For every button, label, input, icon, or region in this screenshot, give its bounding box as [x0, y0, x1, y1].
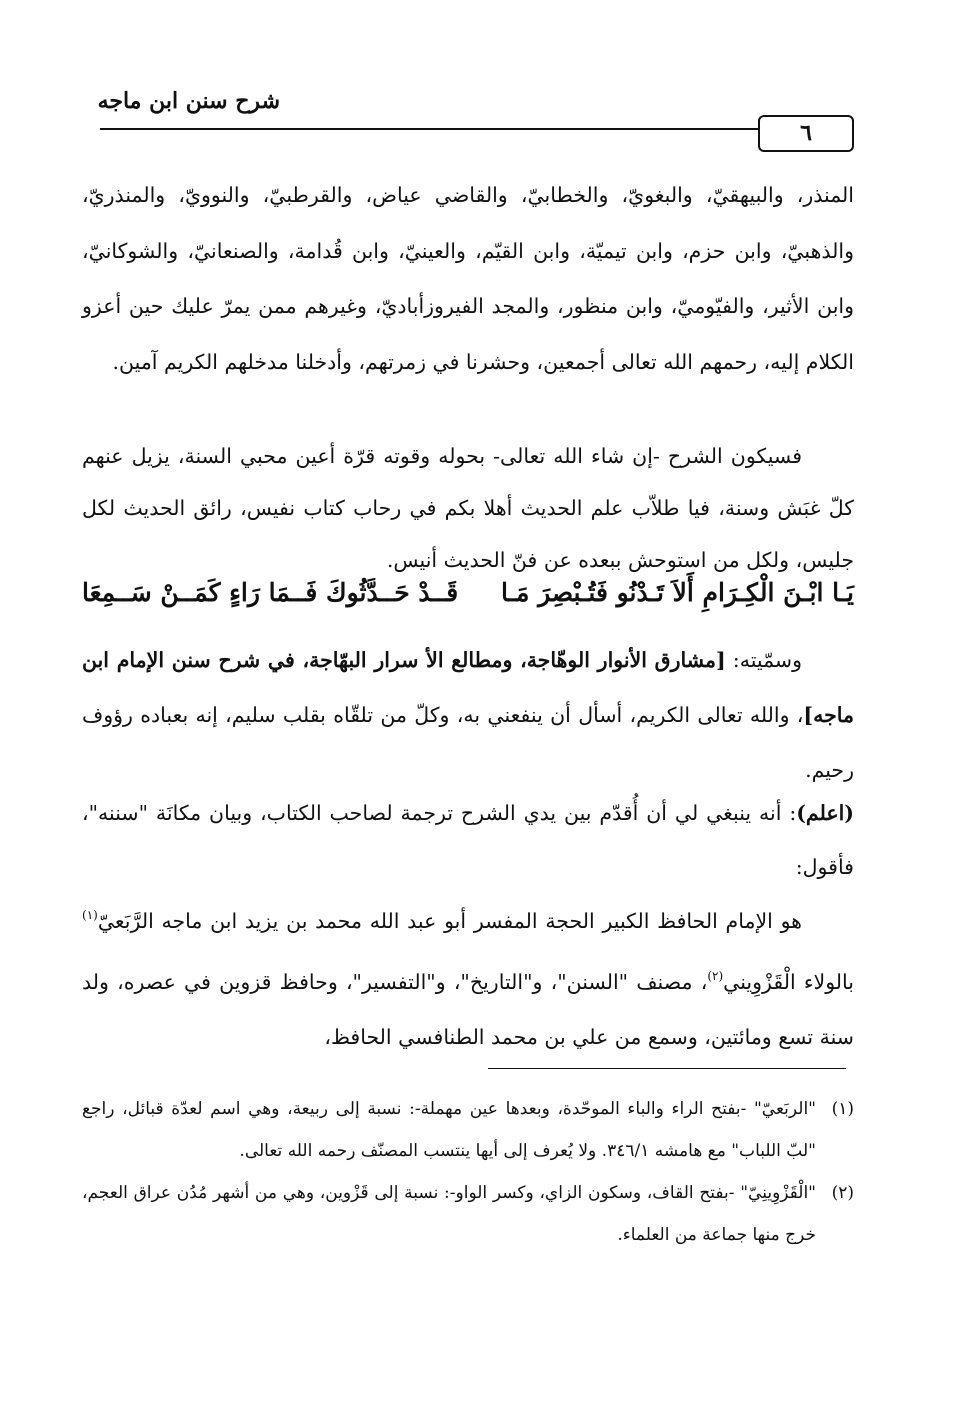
paragraph-text [82, 786, 854, 894]
paragraph-notice [82, 786, 854, 894]
notice-text: : أنه ينبغي لي أن أُقدّم بين يدي الشرح ترجمة لصاحب الكتاب، وبيان مكانَة "سننه"، فأقول: [82, 801, 854, 879]
paragraph-text [82, 633, 854, 798]
poem-verse [82, 578, 854, 624]
title-lead-text: وسمّيته: [725, 648, 803, 672]
book-title: [مشارق الأنوار الوهّاجة، ومطالع الأ سرار البهّاجة، في شرح سنن الإمام ابن ماجه] [82, 648, 854, 727]
footnote-number: (٢) [831, 1183, 854, 1203]
poem-hemistich-first: يَـا ابْـنَ الْكِـرَامِ أَلاَ تَـدْنُو فَتُـبْصِرَ مَـا [501, 578, 854, 607]
notice-label: (اعلم) [796, 801, 854, 825]
footnote-ref-1[interactable]: (١) [82, 908, 98, 922]
paragraph-book-title [82, 633, 854, 798]
paragraph-biography [82, 888, 854, 1065]
footnote-separator [488, 1068, 846, 1069]
footnotes [82, 1088, 854, 1256]
footnote-2 [82, 1172, 854, 1256]
biography-text-3: ، مصنف "السنن"، و"التاريخ"، و"التفسير"، وحافظ قزوين في عصره، ولد سنة تسع ومائتين، وسمع من علي بن محمد الطنافسي الحافظ، [82, 970, 854, 1049]
paragraph-purpose [82, 430, 854, 586]
title-rest-text: ، والله تعالى الكريم، أسأل أن ينفعني به، وكلّ من تلقّاه بقلب سليم، إنه بعباده رؤوف رحيم. [82, 703, 854, 782]
paragraph-text: المنذر، والبيهقيّ، والبغويّ، والخطابيّ، والقاضي عياض، والقرطبيّ، والنوويّ، والمنذريّ، والذهبيّ، وابن حزم، وابن تيميّة، وابن القيّم، والعينيّ، وابن قُدامة، والصنعانيّ، والشوكانيّ، وابن الأثير، والفيّوميّ، وابن منظور، والمجد الفيروزأباديّ، وغيرهم ممن يمرّ عليك حين أعزو الكلام إليه، رحمهم الله تعالى أجمعين، وحشرنا في زمرتهم، وأدخلنا مدخلهم الكريم آمين. [82, 183, 854, 374]
footnote-text: "الربَعيّ" -بفتح الراء والباء الموحّدة، وبعدها عين مهملة-: نسبة إلى ربيعة، وهي اسم لعدّة قبائل، راجع "لبّ اللباب" مع هامشه ٣٤٦/١. ولا يُعرف إلى أيها ينتسب المصنّف رحمه الله تعالى. [82, 1099, 816, 1161]
biography-text-1: هو الإمام الحافظ الكبير الحجة المفسر أبو عبد الله محمد بن يزيد ابن ماجه الرَّبَعيّ [97, 909, 802, 933]
running-title: شرح سنن ابن ماجه [97, 88, 280, 114]
biography-text-2: بالولاء الْقَزْوِيني [723, 970, 854, 994]
header-rule [100, 128, 760, 130]
footnote-ref-2[interactable]: (٢) [707, 969, 724, 983]
footnote-number: (١) [831, 1099, 854, 1119]
paragraph-scholars-list [82, 168, 854, 390]
paragraph-text: فسيكون الشرح -إن شاء الله تعالى- بحوله وقوته قرّة أعين محبي السنة، يزيل عنهم كلّ غبَش وسنة، فيا طلاّب علم الحديث أهلا بكم في رحاب كتاب نفيس، رائق الحديث لكل جليس، ولكل من استوحش ببعده عن فنّ الحديث أنيس. [82, 444, 854, 572]
footnote-1 [82, 1088, 854, 1172]
footnote-text: "الْقَزْوِينِيّ" -بفتح القاف، وسكون الزاي، وكسر الواو-: نسبة إلى قَزْوين، وهي من أشهر مُدُن عراق العجم، خرج منها جماعة من العلماء. [82, 1183, 816, 1245]
poem-hemistich-second: قَــدْ حَــدَّثُوكَ فَــمَا رَاءٍ كَمَــنْ سَــمِعَا [82, 578, 459, 607]
page-number: ٦ [758, 115, 854, 152]
paragraph-text [82, 888, 854, 1065]
